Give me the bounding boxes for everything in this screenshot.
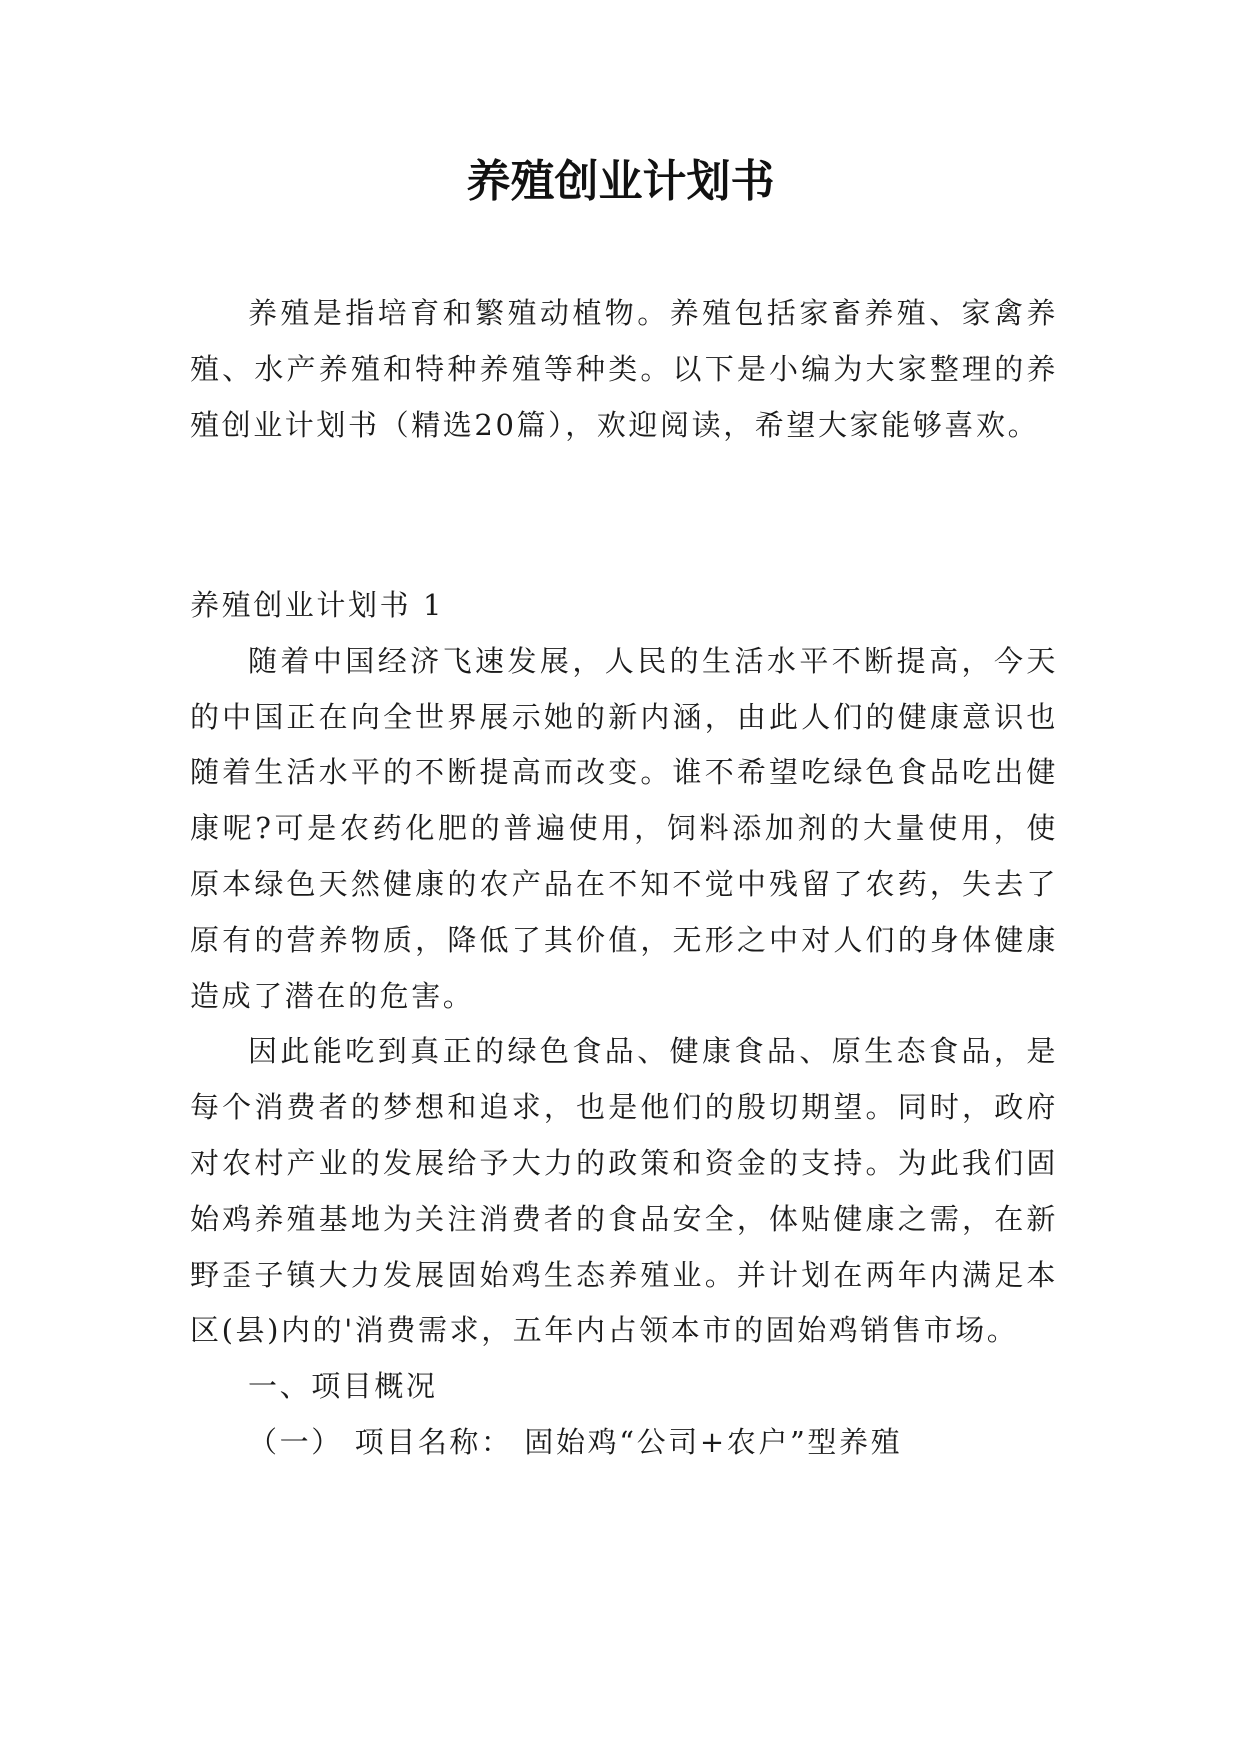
outline-heading: 一、项目概况 — [248, 1369, 438, 1404]
body-paragraph: 随着中国经济飞速发展，人民的生活水平不断提高，今天的中国正在向全世界展示她的新内涵，由此人们的健康意识也随着生活水平的不断提高而改变。谁不希望吃绿色食品吃出健康呢?可是农药化肥的普遍使用，饲料添加剂的大量使用，使原本绿色天然健康的农产品在不知不觉中残留了农药，失去了原有的营养物质，降低了其价值，无形之中对人们的身体健康造成了潜在的危害。 — [190, 643, 1058, 1013]
outline-item: （一） 项目名称： 固始鸡“公司+农户”型养殖 — [248, 1424, 903, 1459]
section-heading: 养殖创业计划书 1 — [190, 588, 445, 622]
body-paragraph: 因此能吃到真正的绿色食品、健康食品、原生态食品，是每个消费者的梦想和追求，也是他们的殷切期望。同时，政府对农村产业的发展给予大力的政策和资金的支持。为此我们固始鸡养殖基地为关注消费者的食品安全，体贴健康之需，在新野歪子镇大力发展固始鸡生态养殖业。并计划在两年内满足本区(县)内的'消费需求，五年内占领本市的固始鸡销售市场。 — [190, 1034, 1058, 1348]
intro-block — [190, 286, 1058, 453]
intro-paragraph: 养殖是指培育和繁殖动植物。养殖包括家畜养殖、家禽养殖、水产养殖和特种养殖等种类。以下是小编为大家整理的养殖创业计划书（精选20篇），欢迎阅读，希望大家能够喜欢。 — [190, 296, 1058, 442]
section-1 — [190, 578, 1058, 1471]
document-title: 养殖创业计划书 — [466, 156, 775, 207]
